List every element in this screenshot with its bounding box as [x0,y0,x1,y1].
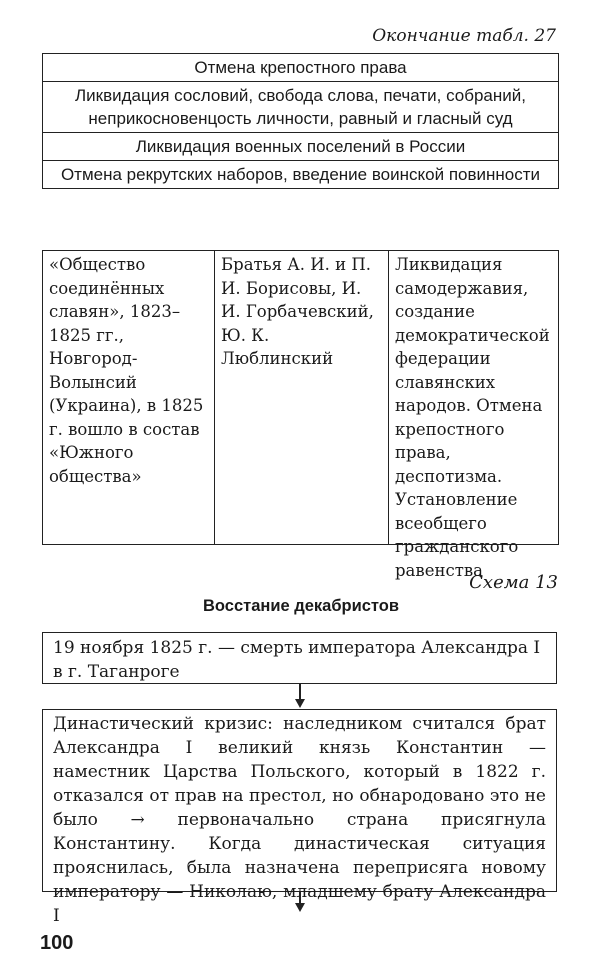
schema-caption: Схема 13 [469,572,558,593]
top-table-row: Отмена рекрутских наборов, введение воинской повинности [43,161,558,189]
society-goals-cell: Ликвидация самодержавия, создание демократической федерации славянских народов. Отмена крепостного права, деспотизма. Установление всеобщего гражданского равенства [395,255,550,580]
schema-box-crisis: Династический кризис: наследником считался брат Александра I великий князь Константин — наместник Царства Польского, который в 1822 г. отказался от прав на престол, но обнародовано это не было → первоначально страна присягнула Константину. Когда династическая ситуация прояснилась, была назначена переприсяга новому императору — Николаю, младшему брату Александра I [42,709,557,892]
table-caption: Окончание табл. 27 [372,26,556,46]
top-table-row: Ликвидация сословий, свобода слова, печати, собраний, неприкосновенцость личности, равный и гласный суд [43,82,558,133]
arrow-down-icon [295,699,305,708]
schema-title: Восстание декабристов [202,597,400,615]
page-number: 100 [40,932,74,954]
society-name-cell: «Общество соединённых славян», 1823–1825 гг., Новгород-Волынсий (Украина), в 1825 г. вошло в состав «Южного общества» [43,251,215,544]
society-members-cell: Братья А. И. и П. И. Борисовы, И. И. Горбачевский, Ю. К. Люблинский [215,251,389,544]
top-table [42,53,559,189]
top-table-row: Ликвидация военных поселений в России [43,133,558,161]
society-table [42,250,559,580]
connector-line [299,684,301,700]
schema-box-death: 19 ноября 1825 г. — смерть императора Александра I в г. Таганроге [42,632,557,684]
top-table-row: Отмена крепостного права [43,54,558,82]
arrow-down-icon [295,903,305,912]
